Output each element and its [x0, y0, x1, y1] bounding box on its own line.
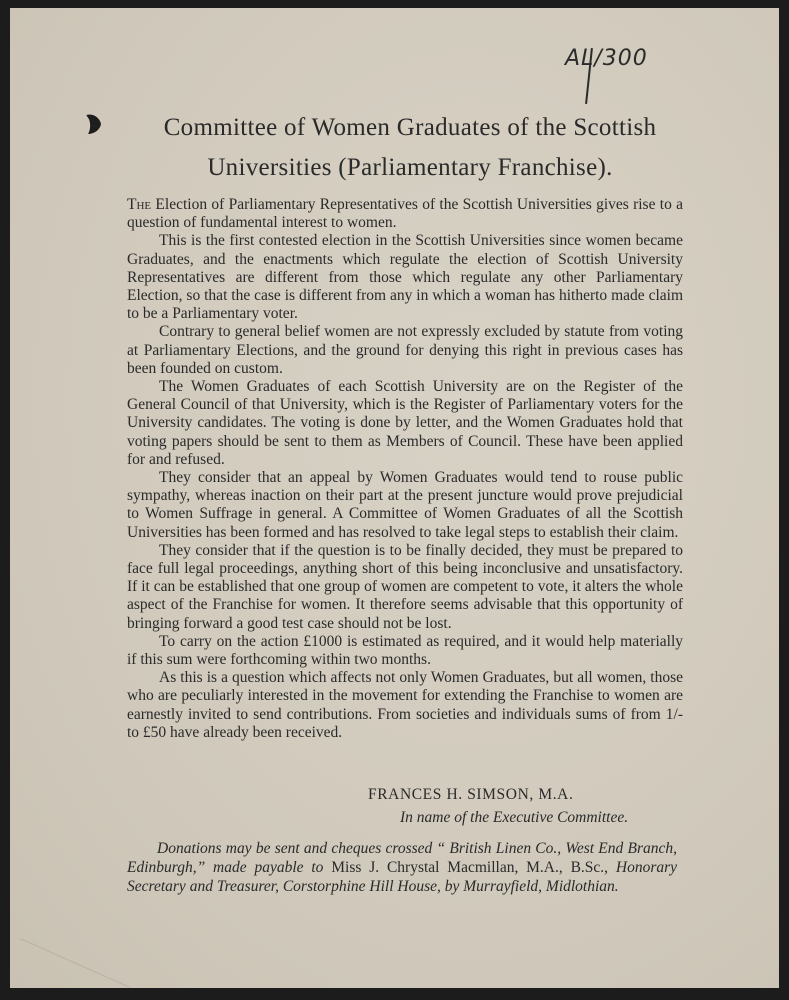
title-line-1: Committee of Women Graduates of the Scottish — [163, 114, 657, 141]
document-page — [10, 8, 779, 988]
archive-reference: AL/300 — [565, 46, 648, 71]
donations-text-1: Donations may be sent and cheques crossed “ British Linen Co., West End Branch, Edinburgh,” made payable to — [127, 840, 677, 876]
paragraph: Contrary to general belief women are not expressly excluded by statute from voting at Parliamentary Elections, and the ground for denying this right in previous cases has been founded on custom. — [127, 323, 683, 377]
paragraph — [127, 196, 683, 232]
paper-crease — [20, 938, 130, 988]
paragraph: They consider that an appeal by Women Graduates would tend to rouse public sympathy, whereas inaction on their part at the present juncture would prove prejudicial to Women Suffrage in general. A Committee of Women Graduates of all the Scottish Universities has been formed and has resolved to take legal steps to establish their claim. — [127, 469, 683, 541]
paragraph: As this is a question which affects not only Women Graduates, but all women, those who are peculiarly interested in the movement for extending the Franchise to women are earnestly invited to send contributions. From societies and individuals sums of from 1/- to £50 have already been received. — [127, 669, 683, 741]
page-title — [120, 108, 700, 188]
leaf-ornament-icon — [84, 112, 104, 136]
paragraph: To carry on the action £1000 is estimated as required, and it would help materially if this sum were forthcoming within two months. — [127, 632, 683, 669]
paragraph-lead-word: The — [127, 196, 152, 213]
donations-text-2: Honorary Secretary and Treasurer, Corstorphine Hill House, by Murrayfield, Midlothian. — [127, 859, 678, 895]
document-body — [127, 196, 683, 742]
signatory-role: In name of the Executive Committee. — [400, 809, 629, 826]
paragraph-text: Election of Parliamentary Representatives of the Scottish Universities gives rise to a question of fundamental interest to women. — [127, 196, 683, 232]
paragraph: The Women Graduates of each Scottish University are on the Register of the General Council of that University, which is the Register of Parliamentary voters for the University candidates. The voting is done by letter, and the Women Graduates hold that voting papers should be sent to them as Members of Council. These have been applied for and refused. — [127, 378, 683, 468]
paragraph: This is the first contested election in the Scottish Universities since women became Graduates, and the enactments which regulate the election of Scottish University Representatives are different from those which regulate any other Parliamentary Election, so that the case is different from any in which a woman has hitherto made claim to be a Parliamentary voter. — [127, 232, 683, 323]
signatory-name: FRANCES H. SIMSON, M.A. — [368, 786, 574, 803]
donations-note — [127, 839, 677, 896]
donations-recipient: Miss J. Chrystal Macmillan, M.A., B.Sc., — [323, 859, 609, 876]
paragraph: They consider that if the question is to be finally decided, they must be prepared to face full legal proceedings, anything short of this being inconclusive and unsatisfactory. If it can be established that one group of women are competent to vote, it alters the whole aspect of the Franchise for women. It therefore seems advisable that this opportunity of bringing forward a good test case should not be lost. — [127, 541, 683, 632]
title-line-2: Universities (Parliamentary Franchise). — [207, 154, 613, 181]
